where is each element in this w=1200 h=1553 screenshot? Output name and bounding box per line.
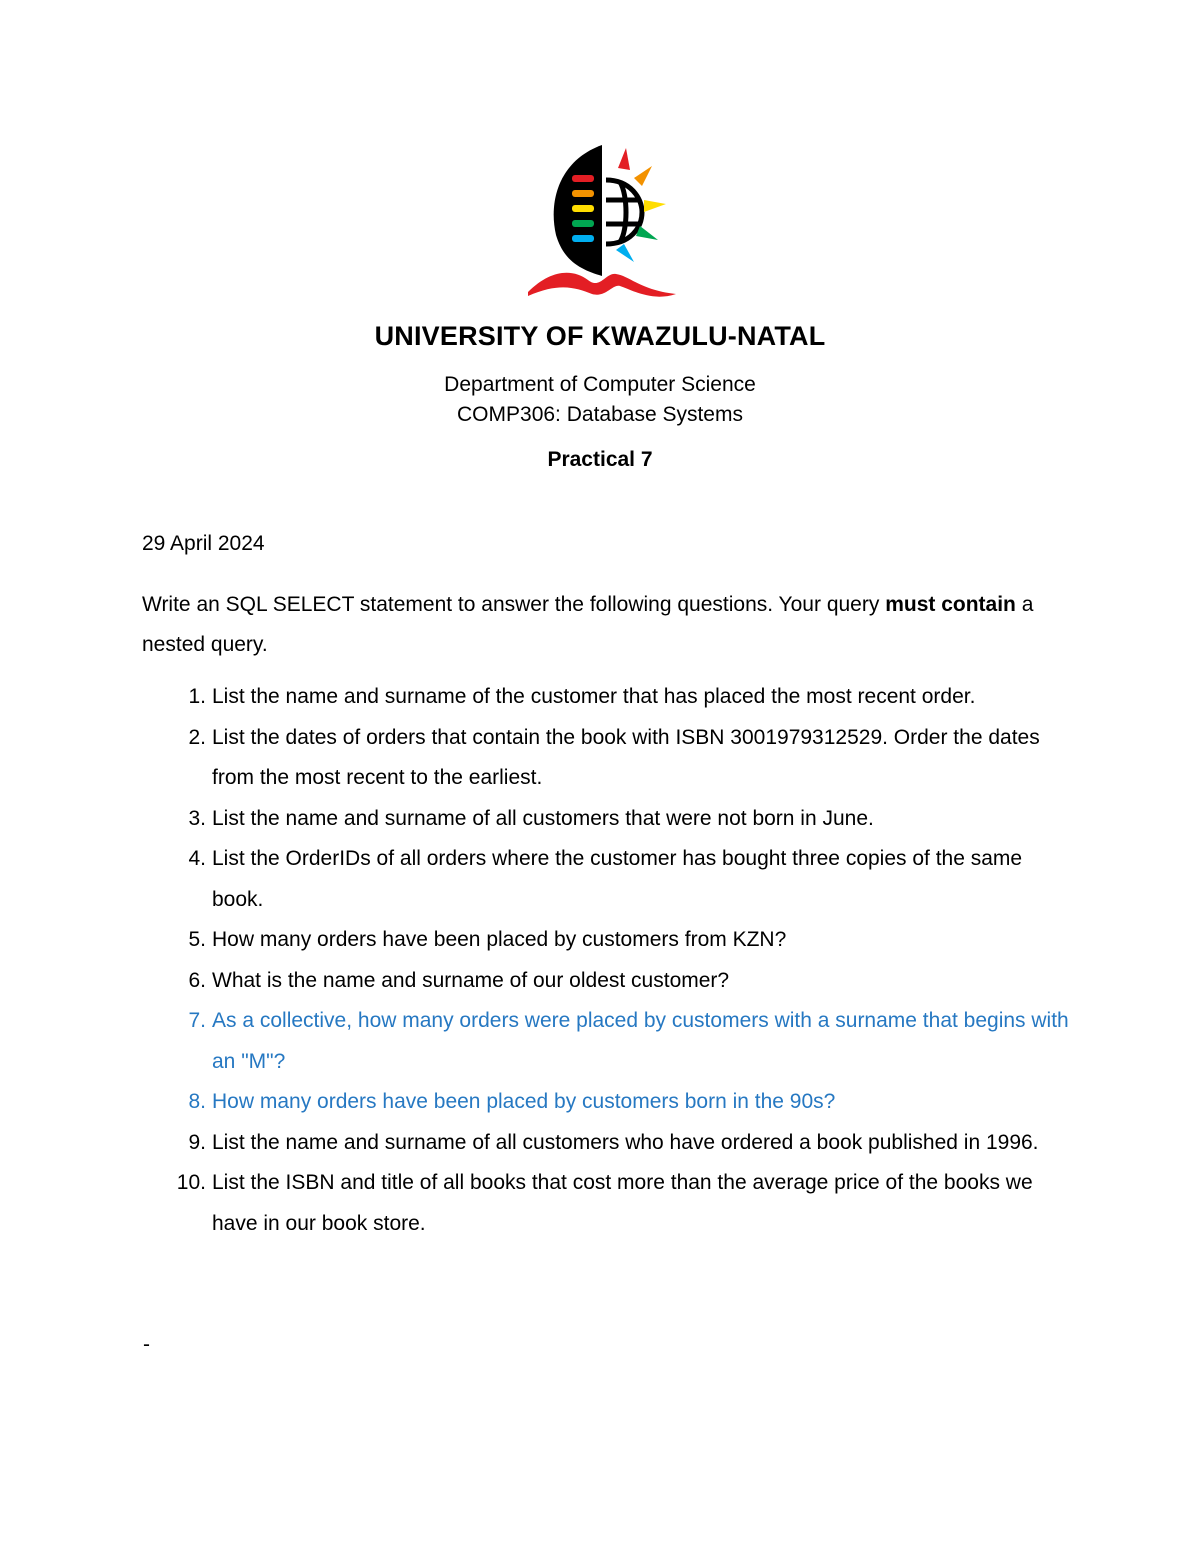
- instructions-emphasis: must contain: [885, 593, 1016, 616]
- question-item: [142, 1163, 1072, 1244]
- shield-bar-orange: [572, 190, 594, 197]
- question-text: How many orders have been placed by customers from KZN?: [212, 928, 787, 951]
- question-number: 3.: [188, 806, 206, 830]
- question-text: List the OrderIDs of all orders where the customer has bought three copies of the same book.: [212, 847, 1023, 911]
- question-number: 1.: [188, 685, 206, 708]
- course-name: COMP306: Database Systems: [457, 403, 743, 426]
- practical-title: Practical 7: [547, 448, 653, 471]
- question-text: List the name and surname of the customer that has placed the most recent order.: [212, 685, 976, 708]
- question-text: How many orders have been placed by customers born in the 90s?: [212, 1090, 836, 1113]
- instructions: [142, 585, 1062, 665]
- ray-yellow: [644, 200, 666, 212]
- question-item: [142, 677, 1072, 718]
- ray-green: [636, 226, 658, 240]
- question-item: [142, 799, 1072, 840]
- trailing-dash: -: [143, 1333, 150, 1356]
- shield-bar-red: [572, 175, 594, 182]
- shield-bar-cyan: [572, 235, 594, 242]
- red-wave-base: [528, 273, 676, 297]
- instructions-part1: Write an SQL SELECT statement to answer the following questions. Your query: [142, 593, 886, 616]
- document-date: 29 April 2024: [142, 532, 265, 555]
- shield-bar-yellow: [572, 205, 594, 212]
- question-number: 6.: [188, 968, 206, 992]
- question-text: List the dates of orders that contain the book with ISBN 3001979312529. Order the dates from the most recent to the earliest.: [212, 725, 1040, 789]
- question-item: [142, 1123, 1072, 1164]
- ray-cyan: [616, 244, 634, 262]
- globe-icon: [606, 180, 642, 244]
- question-item-highlighted: [142, 1082, 1072, 1123]
- shield-bar-green: [572, 220, 594, 227]
- question-number: 5.: [188, 928, 206, 951]
- question-item: [142, 961, 1072, 1002]
- question-number: 2.: [188, 725, 206, 749]
- university-title: UNIVERSITY OF KWAZULU-NATAL: [374, 321, 826, 351]
- question-item: [142, 839, 1072, 920]
- question-item: [142, 920, 1072, 961]
- question-number: 9.: [188, 1130, 206, 1154]
- department-name: Department of Computer Science: [444, 373, 756, 396]
- instructions-part2: a nested query.: [142, 593, 1034, 656]
- question-text: What is the name and surname of our oldest customer?: [212, 968, 730, 992]
- question-item: [142, 718, 1072, 799]
- question-number: 4.: [188, 847, 206, 870]
- question-number: 8.: [188, 1090, 206, 1113]
- question-number: 10.: [176, 1171, 206, 1194]
- question-text: List the ISBN and title of all books that cost more than the average price of the books we have in our book store.: [212, 1171, 1033, 1235]
- question-item-highlighted: [142, 1001, 1072, 1082]
- question-text: List the name and surname of all customers that were not born in June.: [212, 806, 874, 830]
- question-number: 7.: [188, 1009, 206, 1032]
- ukzn-logo: [520, 140, 685, 305]
- question-text: As a collective, how many orders were placed by customers with a surname that begins with an "M"?: [212, 1009, 1069, 1073]
- question-text: List the name and surname of all customers who have ordered a book published in 1996.: [212, 1130, 1039, 1154]
- ray-red: [618, 148, 630, 170]
- ray-orange: [634, 166, 652, 186]
- question-list: [142, 677, 1072, 1244]
